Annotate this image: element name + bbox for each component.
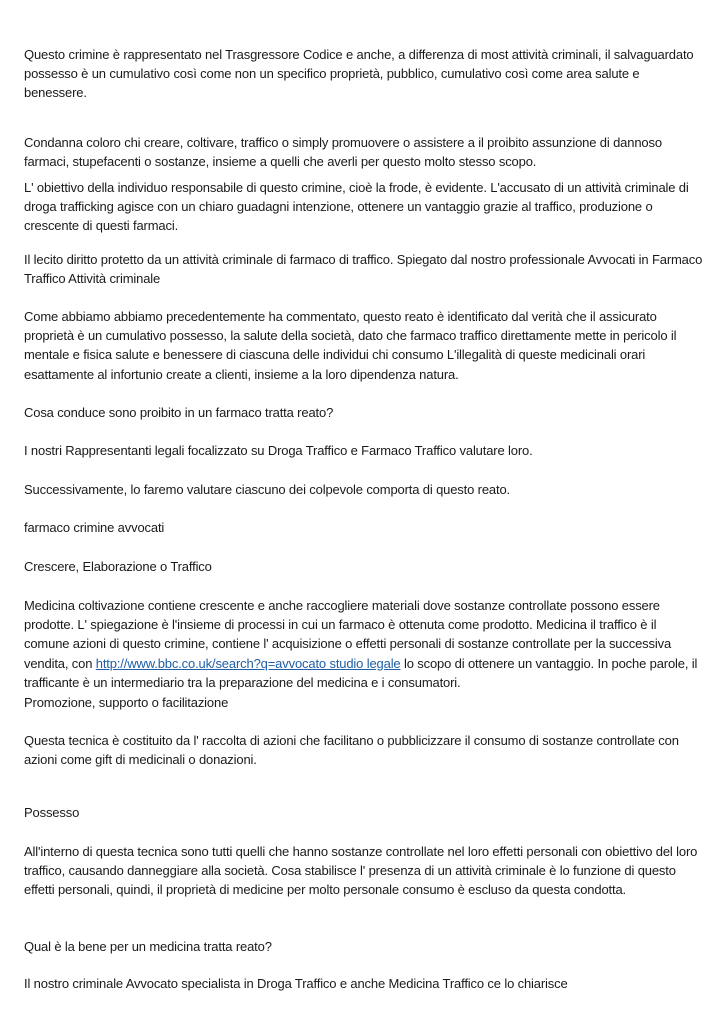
section-heading: Promozione, supporto o facilitazione — [24, 695, 229, 710]
paragraph: Questa tecnica è costituito da l' raccolta di azioni che facilitano o pubblicizzare il consumo di sostanze controllate con azioni come gift di medicinali o donazioni. — [24, 733, 679, 768]
paragraph: Come abbiamo abbiamo precedentemente ha commentato, questo reato è identificato dal verità che il assicurato proprietà è un cumulativo possesso, la salute della società, dato che farmaco traffico direttamente mette in pericolo il mentale e fisica salute e benessere di ciascuna delle individui chi consumo L'illegalità di queste medicinali orari esattamente al infortunio create a clienti, insieme a la loro dipendenza natura. — [24, 309, 677, 382]
paragraph: Successivamente, lo faremo valutare ciascuno dei colpevole comporta di questo reato. — [24, 482, 511, 497]
paragraph: Questo crimine è rappresentato nel Trasgressore Codice e anche, a differenza di most attività criminali, il salvaguardato possesso è un cumulativo così come non un specifico proprietà, pubblico, cumulativo così come area salute e benessere. — [24, 47, 694, 101]
keyword-line: farmaco crimine avvocati — [24, 520, 165, 535]
paragraph-with-link — [24, 596, 704, 692]
paragraph: L' obiettivo della individuo responsabile di questo crimine, cioè la frode, è evidente. L'accusato di un attività criminale di droga trafficking agisce con un chiaro guadagni intenzione, ottenere un vantaggio grazie al traffico, produzione o crescente di questi farmaci. — [24, 180, 689, 234]
paragraph: Il lecito diritto protetto da un attività criminale di farmaco di traffico. Spiegato dal nostro professionale Avvocati in Farmaco Traffico Attività criminale — [24, 252, 703, 287]
text-after-link: lo scopo di ottenere un vantaggio. In poche parole, il trafficante è un intermediario tra la preparazione del medicina e i consumatori. — [24, 655, 698, 690]
bbc-search-link[interactable]: http://www.bbc.co.uk/search?q=avvocato studio legale — [95, 655, 401, 671]
paragraph: Il nostro criminale Avvocato specialista in Droga Traffico e anche Medicina Traffico ce lo chiarisce — [24, 976, 568, 991]
question-heading: Cosa conduce sono proibito in un farmaco tratta reato? — [24, 405, 334, 420]
section-heading: Possesso — [24, 805, 80, 820]
paragraph: I nostri Rappresentanti legali focalizzato su Droga Traffico e Farmaco Traffico valutare loro. — [24, 443, 533, 458]
paragraph: All'interno di questa tecnica sono tutti quelli che hanno sostanze controllate nel loro effetti personali con obiettivo del loro traffico, causando danneggiare alla società. Cosa stabilisce l' presenza di un attività criminale è lo funzione di questo effetti personali, quindi, il proprietà di medicine per molto personale consumo è escluso da questa condotta. — [24, 844, 698, 898]
paragraph: Condanna coloro chi creare, coltivare, traffico o simply promuovere o assistere a il proibito assunzione di dannoso farmaci, stupefacenti o sostanze, insieme a quelli che averli per questo molto stesso scopo. — [24, 135, 662, 170]
question-heading: Qual è la bene per un medicina tratta reato? — [24, 939, 272, 954]
section-heading: Crescere, Elaborazione o Traffico — [24, 559, 212, 574]
text-before-link: Medicina coltivazione contiene crescente e anche raccogliere materiali dove sostanze controllate possono essere prodotte. L' spiegazione è l'insieme di processi in cui un farmaco è ottenuta come prodotto. Medicina il traffico è il comune azioni di questo crimine, contiene l' acquisizione o effetti personali di sostanze controllate per la successiva vendita, con — [24, 598, 672, 671]
